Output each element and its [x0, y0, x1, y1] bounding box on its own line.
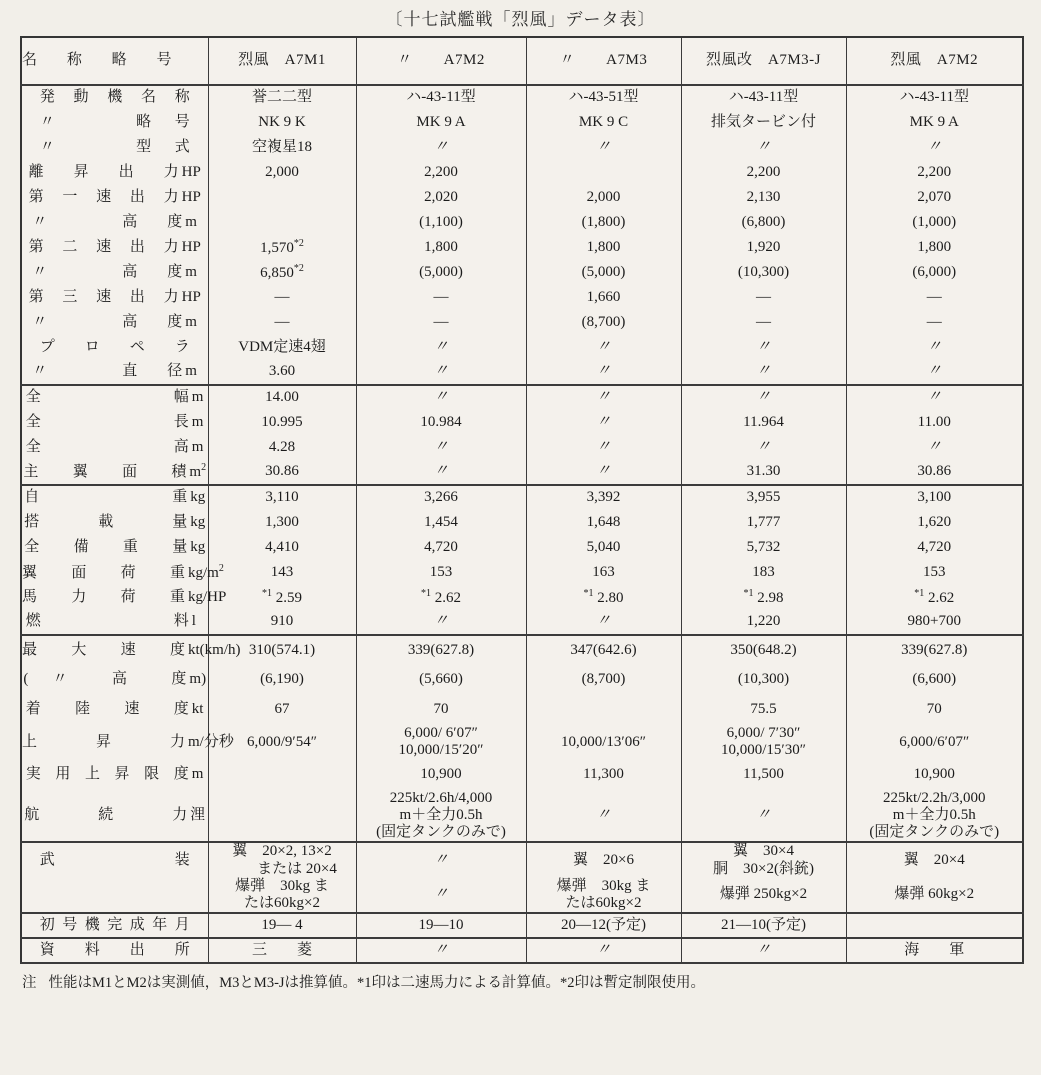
- table-cell: 11.00: [846, 410, 1023, 435]
- row-label: 搭 載 量 kg: [21, 510, 208, 535]
- table-cell: NK 9 K: [208, 110, 356, 135]
- row-label: 第 二 速 出 力 HP: [21, 235, 208, 260]
- table-cell: 爆弾 250kg×2: [681, 878, 846, 914]
- table-cell: 6,850$^{*2}$: [208, 260, 356, 285]
- table-cell: 6,000/6′07″: [846, 725, 1023, 760]
- table-row: [21, 185, 1023, 210]
- table-cell: 2,200: [356, 160, 526, 185]
- table-cell: 〃: [356, 385, 526, 410]
- table-cell: 誉二二型: [208, 85, 356, 110]
- table-row: [21, 725, 1023, 760]
- table-cell: 21—10(予定): [681, 913, 846, 938]
- table-cell: 〃: [356, 360, 526, 385]
- table-cell: 2,000: [208, 160, 356, 185]
- table-cell: [208, 760, 356, 790]
- table-cell: 3,110: [208, 485, 356, 510]
- table-row: [21, 510, 1023, 535]
- table-cell: [846, 913, 1023, 938]
- table-cell: 〃: [846, 360, 1023, 385]
- table-cell: 〃: [356, 435, 526, 460]
- table-row: [21, 913, 1023, 938]
- table-cell: 〃: [356, 335, 526, 360]
- table-cell: $^{*1}$ 2.59: [208, 585, 356, 610]
- table-cell: 1,660: [526, 285, 681, 310]
- row-label: 〃 高 度 m: [21, 310, 208, 335]
- table-cell: 5,040: [526, 535, 681, 560]
- table-cell: (6,600): [846, 665, 1023, 695]
- row-label: 全 長 m: [21, 410, 208, 435]
- table-cell: 1,920: [681, 235, 846, 260]
- row-label: 〃 直 径 m: [21, 360, 208, 385]
- table-cell: —: [846, 310, 1023, 335]
- table-row: [21, 260, 1023, 285]
- table-cell: 〃: [846, 135, 1023, 160]
- table-cell: —: [356, 310, 526, 335]
- row-label: 着 陸 速 度 kt: [21, 695, 208, 725]
- table-cell: 翼 20×2, 13×2 または 20×4: [208, 842, 356, 878]
- table-cell: —: [846, 285, 1023, 310]
- table-row: [21, 335, 1023, 360]
- row-label: 資 料 出 所: [21, 938, 208, 963]
- table-cell: 〃: [526, 385, 681, 410]
- row-label: 自 重 kg: [21, 485, 208, 510]
- table-cell: —: [208, 310, 356, 335]
- table-cell: 30.86: [208, 460, 356, 485]
- table-row: [21, 610, 1023, 635]
- table-cell: 爆弾 60kg×2: [846, 878, 1023, 914]
- table-row: [21, 435, 1023, 460]
- table-cell: 3,955: [681, 485, 846, 510]
- table-cell: (6,800): [681, 210, 846, 235]
- table-row: [21, 695, 1023, 725]
- row-label: 主 翼 面 積 $m^2$: [21, 460, 208, 485]
- table-cell: 4,720: [846, 535, 1023, 560]
- table-row: [21, 585, 1023, 610]
- table-cell: (1,800): [526, 210, 681, 235]
- table-cell: ハ-43-11型: [681, 85, 846, 110]
- table-cell: VDM定速4翅: [208, 335, 356, 360]
- table-cell: 〃: [356, 460, 526, 485]
- table-cell: 〃: [356, 610, 526, 635]
- table-cell: —: [356, 285, 526, 310]
- header-column-1: 烈風 A7M1: [208, 37, 356, 85]
- table-cell: 75.5: [681, 695, 846, 725]
- table-cell: 2,130: [681, 185, 846, 210]
- table-cell: ハ-43-11型: [846, 85, 1023, 110]
- row-label: 〃 略 号: [21, 110, 208, 135]
- row-label: 全 幅 m: [21, 385, 208, 410]
- table-cell: 10,900: [846, 760, 1023, 790]
- table-cell: (6,000): [846, 260, 1023, 285]
- table-cell: 2,200: [846, 160, 1023, 185]
- table-cell: MK 9 A: [846, 110, 1023, 135]
- table-cell: 6,000/ 7′30″ 10,000/15′30″: [681, 725, 846, 760]
- table-header-row: [21, 37, 1023, 85]
- table-cell: 〃: [681, 385, 846, 410]
- row-label: ( 〃 高 度 m): [21, 665, 208, 695]
- table-cell: 347(642.6): [526, 635, 681, 665]
- table-cell: 3.60: [208, 360, 356, 385]
- table-row: [21, 842, 1023, 878]
- table-row: [21, 760, 1023, 790]
- table-cell: 6,000/ 6′07″ 10,000/15′20″: [356, 725, 526, 760]
- page-title: 〔十七試艦戦「烈風」データ表〕: [385, 10, 656, 29]
- table-cell: —: [681, 310, 846, 335]
- table-cell: 3,100: [846, 485, 1023, 510]
- row-label: 武 装: [21, 842, 208, 878]
- table-cell: ハ-43-51型: [526, 85, 681, 110]
- table-cell: $^{*1}$ 2.80: [526, 585, 681, 610]
- table-row: [21, 160, 1023, 185]
- row-label: [21, 878, 208, 914]
- table-cell: 153: [846, 560, 1023, 585]
- table-row: [21, 385, 1023, 410]
- table-row: [21, 85, 1023, 110]
- table-cell: 70: [846, 695, 1023, 725]
- table-cell: 翼 20×4: [846, 842, 1023, 878]
- table-cell: [208, 790, 356, 843]
- table-cell: 〃: [681, 790, 846, 843]
- table-cell: 14.00: [208, 385, 356, 410]
- table-row: [21, 635, 1023, 665]
- row-label: 上 昇 力 m/分秒: [21, 725, 208, 760]
- table-cell: 10,900: [356, 760, 526, 790]
- table-cell: (6,190): [208, 665, 356, 695]
- table-cell: 67: [208, 695, 356, 725]
- table-cell: 183: [681, 560, 846, 585]
- row-label: 〃 高 度 m: [21, 210, 208, 235]
- table-cell: —: [681, 285, 846, 310]
- table-cell: 31.30: [681, 460, 846, 485]
- row-label: 航 続 力 浬: [21, 790, 208, 843]
- table-row: [21, 210, 1023, 235]
- table-row: [21, 790, 1023, 843]
- table-row: [21, 235, 1023, 260]
- footnote-label: 注: [22, 975, 37, 992]
- table-cell: 910: [208, 610, 356, 635]
- table-cell: 3,266: [356, 485, 526, 510]
- table-cell: 1,800: [846, 235, 1023, 260]
- table-cell: 3,392: [526, 485, 681, 510]
- table-footnote: [22, 971, 1041, 992]
- table-cell: 10.984: [356, 410, 526, 435]
- row-label: 〃 型 式: [21, 135, 208, 160]
- table-cell: 1,777: [681, 510, 846, 535]
- row-label: 〃 高 度 m: [21, 260, 208, 285]
- table-cell: 1,220: [681, 610, 846, 635]
- table-cell: (5,000): [356, 260, 526, 285]
- table-cell: (10,300): [681, 665, 846, 695]
- table-cell: 339(627.8): [846, 635, 1023, 665]
- table-row: [21, 360, 1023, 385]
- table-cell: 11.964: [681, 410, 846, 435]
- row-label: 馬 力 荷 重 kg/HP: [21, 585, 208, 610]
- table-cell: 1,570$^{*2}$: [208, 235, 356, 260]
- row-label: 燃 料 l: [21, 610, 208, 635]
- table-cell: 11,300: [526, 760, 681, 790]
- table-row: [21, 410, 1023, 435]
- table-cell: 2,200: [681, 160, 846, 185]
- table-cell: (1,100): [356, 210, 526, 235]
- table-cell: (1,000): [846, 210, 1023, 235]
- header-column-4: 烈風改 A7M3-J: [681, 37, 846, 85]
- table-row: [21, 665, 1023, 695]
- table-cell: [208, 185, 356, 210]
- table-cell: MK 9 C: [526, 110, 681, 135]
- header-column-3: 〃 A7M3: [526, 37, 681, 85]
- table-cell: 〃: [526, 410, 681, 435]
- table-cell: 4,720: [356, 535, 526, 560]
- table-cell: 〃: [681, 938, 846, 963]
- table-row: [21, 135, 1023, 160]
- row-label: 全 備 重 量 kg: [21, 535, 208, 560]
- table-cell: 20—12(予定): [526, 913, 681, 938]
- table-cell: 翼 20×6: [526, 842, 681, 878]
- table-cell: 〃: [846, 385, 1023, 410]
- header-column-5: 烈風 A7M2: [846, 37, 1023, 85]
- table-cell: 980+700: [846, 610, 1023, 635]
- table-cell: 〃: [846, 335, 1023, 360]
- table-cell: (5,000): [526, 260, 681, 285]
- table-cell: 〃: [356, 938, 526, 963]
- row-label: 初 号 機 完 成 年 月: [21, 913, 208, 938]
- table-cell: (8,700): [526, 310, 681, 335]
- table-cell: $^{*1}$ 2.62: [356, 585, 526, 610]
- table-cell: 〃: [526, 135, 681, 160]
- table-row: [21, 535, 1023, 560]
- row-label: 第 三 速 出 力 HP: [21, 285, 208, 310]
- table-cell: 1,300: [208, 510, 356, 535]
- table-cell: 〃: [526, 938, 681, 963]
- table-row: [21, 485, 1023, 510]
- table-cell: 339(627.8): [356, 635, 526, 665]
- table-row: [21, 310, 1023, 335]
- table-cell: 1,648: [526, 510, 681, 535]
- table-cell: 翼 30×4 胴 30×2(斜銃): [681, 842, 846, 878]
- row-label: 実用上昇限度 m: [21, 760, 208, 790]
- footnote-text: 性能はM1とM2は実測値，M3とM3-Jは推算値。*1印は二速馬力による計算値。*2印は暫定制限使用。: [48, 975, 706, 992]
- table-cell: 1,800: [356, 235, 526, 260]
- table-cell: 〃: [356, 842, 526, 878]
- table-cell: 〃: [356, 135, 526, 160]
- table-cell: 三 菱: [208, 938, 356, 963]
- table-cell: 排気タービン付: [681, 110, 846, 135]
- table-cell: 〃: [526, 610, 681, 635]
- table-cell: (10,300): [681, 260, 846, 285]
- row-label: 翼 面 荷 重 $kg/m^2$: [21, 560, 208, 585]
- table-cell: $^{*1}$ 2.98: [681, 585, 846, 610]
- table-cell: —: [208, 285, 356, 310]
- table-cell: 〃: [681, 335, 846, 360]
- aircraft-data-table: [20, 36, 1024, 964]
- table-row: [21, 878, 1023, 914]
- table-cell: 10,000/13′06″: [526, 725, 681, 760]
- table-row: [21, 285, 1023, 310]
- table-cell: 〃: [356, 878, 526, 914]
- table-cell: 19— 4: [208, 913, 356, 938]
- table-cell: 143: [208, 560, 356, 585]
- table-cell: 空複星18: [208, 135, 356, 160]
- table-cell: 1,620: [846, 510, 1023, 535]
- table-cell: 11,500: [681, 760, 846, 790]
- table-cell: 爆弾 30kg ま たは60kg×2: [526, 878, 681, 914]
- table-cell: 163: [526, 560, 681, 585]
- table-cell: 1,454: [356, 510, 526, 535]
- row-label: 全 高 m: [21, 435, 208, 460]
- row-label: 発 動 機 名 称: [21, 85, 208, 110]
- table-cell: 350(648.2): [681, 635, 846, 665]
- table-cell: 225kt/2.6h/4,000 m＋全力0.5h (固定タンクのみで): [356, 790, 526, 843]
- table-cell: 2,070: [846, 185, 1023, 210]
- header-column-2: 〃 A7M2: [356, 37, 526, 85]
- table-cell: 〃: [846, 435, 1023, 460]
- table-cell: 19—10: [356, 913, 526, 938]
- table-cell: 〃: [526, 790, 681, 843]
- table-cell: 5,732: [681, 535, 846, 560]
- row-label: 第 一 速 出 力 HP: [21, 185, 208, 210]
- table-cell: 〃: [526, 360, 681, 385]
- table-cell: (5,660): [356, 665, 526, 695]
- table-row: [21, 110, 1023, 135]
- table-cell: 310(574.1): [208, 635, 356, 665]
- row-label: 離 昇 出 力 HP: [21, 160, 208, 185]
- table-cell: 70: [356, 695, 526, 725]
- table-cell: 6,000/9′54″: [208, 725, 356, 760]
- table-cell: $^{*1}$ 2.62: [846, 585, 1023, 610]
- table-cell: 〃: [526, 435, 681, 460]
- table-cell: 10.995: [208, 410, 356, 435]
- table-cell: [526, 695, 681, 725]
- table-cell: [526, 160, 681, 185]
- table-cell: MK 9 A: [356, 110, 526, 135]
- table-cell: 海 軍: [846, 938, 1023, 963]
- table-cell: 〃: [681, 435, 846, 460]
- table-row: [21, 560, 1023, 585]
- table-cell: 2,020: [356, 185, 526, 210]
- table-cell: 〃: [526, 335, 681, 360]
- row-label: 最大速度 kt(km/h): [21, 635, 208, 665]
- header-label-cell: 名称略号: [21, 37, 208, 85]
- table-cell: 153: [356, 560, 526, 585]
- table-cell: 爆弾 30kg ま たは60kg×2: [208, 878, 356, 914]
- table-row: [21, 460, 1023, 485]
- table-cell: [208, 210, 356, 235]
- table-cell: 〃: [681, 135, 846, 160]
- table-cell: 225kt/2.2h/3,000 m＋全力0.5h (固定タンクのみで): [846, 790, 1023, 843]
- table-cell: 〃: [681, 360, 846, 385]
- table-cell: 1,800: [526, 235, 681, 260]
- row-label: プ ロ ペ ラ: [21, 335, 208, 360]
- table-cell: 2,000: [526, 185, 681, 210]
- table-cell: ハ-43-11型: [356, 85, 526, 110]
- table-row: [21, 938, 1023, 963]
- table-cell: 4.28: [208, 435, 356, 460]
- table-cell: 〃: [526, 460, 681, 485]
- table-cell: 30.86: [846, 460, 1023, 485]
- table-cell: 4,410: [208, 535, 356, 560]
- table-cell: (8,700): [526, 665, 681, 695]
